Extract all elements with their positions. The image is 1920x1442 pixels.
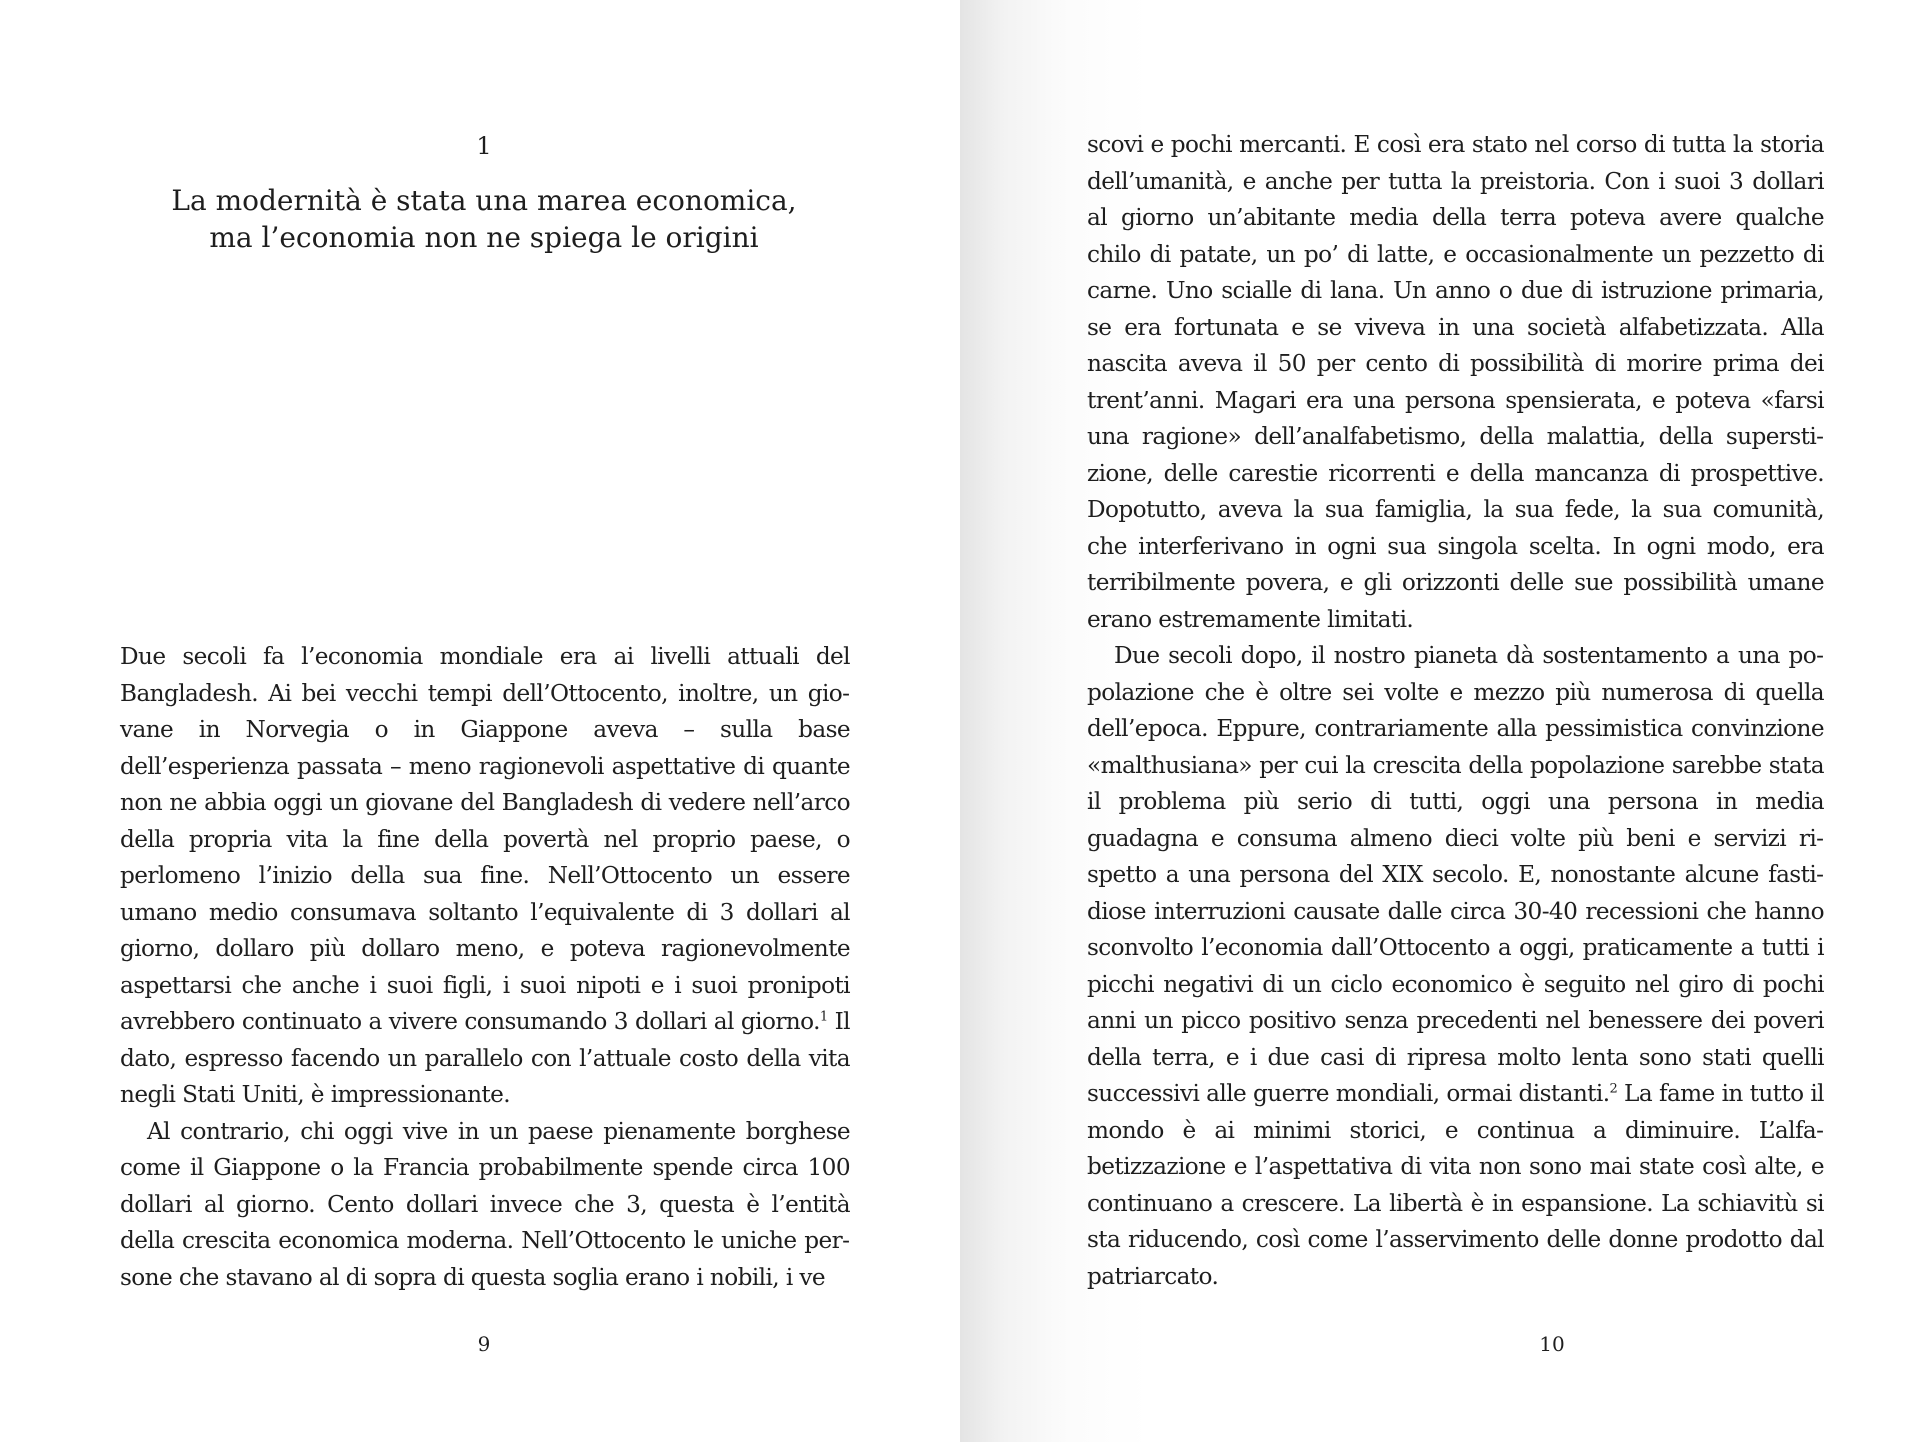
right-page <box>960 0 1920 1442</box>
page-number: 9 <box>477 1332 491 1356</box>
left-body-text <box>120 639 850 1296</box>
paragraph-text: Due secoli fa l’economia mondiale era ai livelli attuali del Bangladesh. Ai bei vecchi tempi dell’Ottocento, inoltre, un giovane in Norvegia o in Giappone aveva – sulla base dell’esperienza passata – meno ragionevoli aspettative di quante non ne abbia oggi un giovane del Bangladesh di vedere nell’arco della propria vita la fine della povertà nel proprio paese, o perlomeno l’inizio della sua fine. Nell’Ottocento un essere umano medio consumava soltanto l’equivalente di 3 dollari al giorno, dollaro più dollaro meno, e poteva ragionevolmente aspettarsi che anche i suoi figli, i suoi nipoti e i suoi pronipoti avrebbero continuato a vivere consumando 3 dollari al giorno. <box>120 643 850 1035</box>
right-body-text <box>1087 127 1824 1295</box>
paragraph: scovi e pochi mercanti. E così era stato nel corso di tutta la storia dell’umanità, e anche per tutta la preistoria. Con i suoi 3 dollari al giorno un’abitante media della terra poteva avere qualche chilo di patate, un po’ di latte, e occasionalmente un pezzetto di carne. Uno scialle di lana. Un anno o due di istruzione primaria, se era fortunata e se viveva in una società alfabetizzata. Alla nascita aveva il 50 per cento di possibilità di morire prima dei trent’anni. Magari era una persona spensierata, e poteva «farsi una ragione» dell’analfabetismo, della malattia, della superstizione, delle carestie ricorrenti e della mancanza di prospettive. Dopotutto, aveva la sua famiglia, la sua fede, la sua comunità, che interferivano in ogni sua singola scelta. In ogni modo, era terribilmente povera, e gli orizzonti delle sue possibilità umane erano estremamente limitati. <box>1087 131 1824 633</box>
paragraph <box>1087 638 1824 1295</box>
footnote-marker[interactable]: 1 <box>819 1009 828 1025</box>
chapter-number: 1 <box>476 132 492 160</box>
paragraph <box>120 639 850 1114</box>
paragraph-text: La fame in tutto il mondo è ai minimi storici, e continua a diminuire. L’alfabetizzazione e l’aspettativa di vita non sono mai state così alte, e continuano a crescere. La libertà è in espansione. La schiavitù si sta riducendo, così come l’asservimento delle donne prodotto dal patriarcato. <box>1087 1080 1824 1290</box>
footnote-marker[interactable]: 2 <box>1609 1081 1618 1097</box>
chapter-title-line-1: La modernità è stata una marea economica, <box>171 184 797 217</box>
paragraph-text: Due secoli dopo, il nostro pianeta dà sostentamento a una popolazione che è oltre sei volte e mezzo più numerosa di quella dell’epoca. Eppure, contrariamente alla pessimistica convinzione «malthusiana» per cui la crescita della popolazione sarebbe stata il problema più serio di tutti, oggi una persona in media guadagna e consuma almeno dieci volte più beni e servizi rispetto a una persona del XIX secolo. E, nonostante alcune fastidiose interruzioni causate dalle circa 30-40 recessioni che hanno sconvolto l’economia dall’Ottocento a oggi, praticamente a tutti i picchi negativi di un ciclo economico è seguito nel giro di pochi anni un picco positivo senza precedenti nel benessere dei poveri della terra, e i due casi di ripresa molto lenta sono stati quelli successivi alle guerre mondiali, ormai distanti. <box>1087 642 1824 1107</box>
chapter-title-line-2: ma l’economia non ne spiega le origini <box>209 221 759 254</box>
paragraph: Al contrario, chi oggi vive in un paese pienamente borghese come il Giappone o la Francia probabilmente spende circa 100 dollari al giorno. Cento dollari invece che 3, questa è l’entità della crescita economica moderna. Nell’Ottocento le uniche persone che stavano al di sopra di questa soglia erano i nobili, i ve <box>120 1117 850 1291</box>
page-number: 10 <box>1539 1332 1565 1356</box>
paragraph-text: Il dato, espresso facendo un parallelo con l’attuale costo della vita negli Stati Uniti, è impressionante. <box>120 1008 850 1108</box>
chapter-title <box>0 182 960 256</box>
